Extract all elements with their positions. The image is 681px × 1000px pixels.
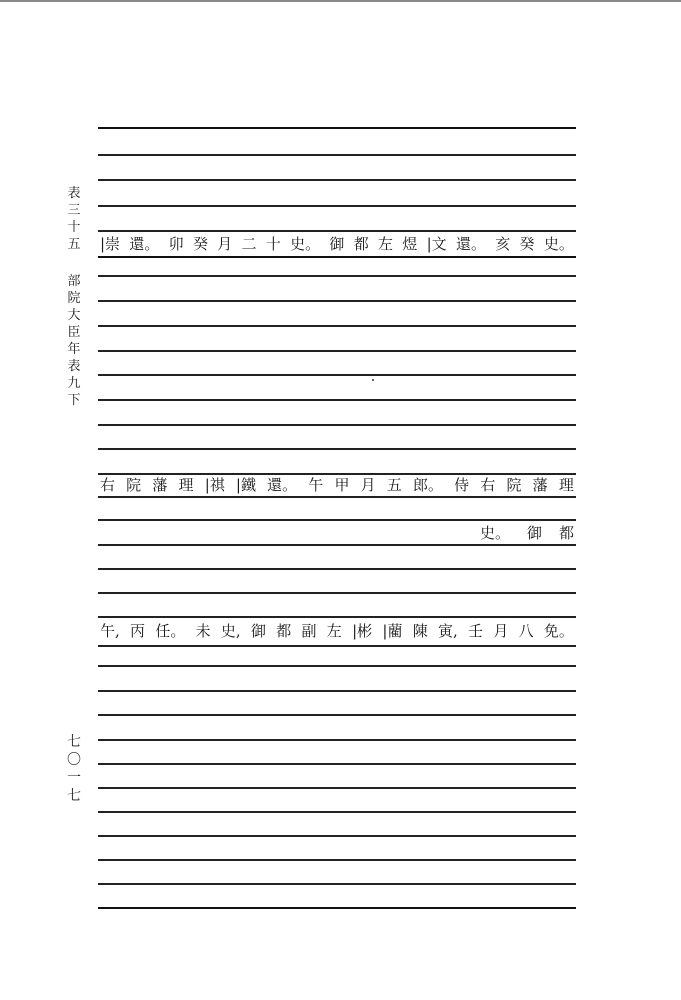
entry-char: 陳 (412, 622, 428, 640)
entry-char: 甲 (334, 476, 350, 494)
table-entry-row-2 (100, 474, 574, 496)
title-char: 年 (67, 342, 81, 357)
entry-char: 侍 (454, 476, 470, 494)
entry-char: 還。 (267, 476, 298, 494)
entry-char: 寅, (438, 622, 458, 640)
title-char: 三 (67, 203, 81, 218)
entry-char: 院 (126, 476, 142, 494)
table-rule (98, 665, 576, 667)
page-number-char: 〇 (67, 752, 81, 768)
page-number-char: 七 (67, 788, 81, 804)
entry-char: 還。 (455, 235, 486, 253)
entry-char: 藩 (152, 476, 168, 494)
entry-char: 免。 (543, 622, 574, 640)
entry-char: 煜 (402, 235, 418, 253)
entry-char: 史, (220, 622, 241, 640)
entry-char: 癸 (192, 235, 208, 253)
entry-char: 卯 (168, 235, 184, 253)
title-char: 表 (67, 359, 81, 374)
entry-char: |祺 (204, 476, 225, 494)
entry-char: 八 (518, 622, 534, 640)
entry-char: 理 (178, 476, 194, 494)
entry-char: 左 (378, 235, 394, 253)
table-rule (98, 835, 576, 837)
entry-char: 史。 (543, 235, 574, 253)
entry-char: 右 (100, 476, 116, 494)
entry-char: 左 (326, 622, 342, 640)
entry-char: 都 (276, 622, 292, 640)
page-number-char: 七 (67, 734, 81, 750)
entry-char: 月 (360, 476, 376, 494)
table-rule (98, 690, 576, 692)
entry-char: 副 (301, 622, 317, 640)
entry-char: 御 (526, 524, 542, 542)
table-rule (98, 568, 576, 570)
title-char: 十 (67, 220, 81, 235)
entry-char: |彬 (352, 622, 373, 640)
entry-char: 任。 (155, 622, 186, 640)
entry-char: 郎。 (412, 476, 443, 494)
title-char: 臣 (67, 325, 81, 340)
table-rule (98, 883, 576, 885)
title-char: 部 (67, 274, 81, 289)
table-rule (98, 424, 576, 426)
table-entry-row-1 (100, 233, 574, 255)
entry-char: 二 (241, 235, 257, 253)
entry-char: 史。 (290, 235, 321, 253)
table-rule (98, 592, 576, 594)
table-rule (98, 763, 576, 765)
table-rule (98, 859, 576, 861)
entry-char: |文 (426, 235, 447, 253)
top-border-line (0, 0, 681, 2)
table-rule (98, 300, 576, 302)
table-rule (98, 519, 576, 521)
page-number-char: 一 (67, 770, 81, 786)
entry-char: 午, (100, 622, 120, 640)
title-char: 五 (67, 237, 81, 252)
table-rule (98, 811, 576, 813)
entry-char: 癸 (519, 235, 535, 253)
table-rule (98, 448, 576, 450)
entry-char: 院 (506, 476, 522, 494)
entry-char: 十 (265, 235, 281, 253)
entry-char: 壬 (468, 622, 484, 640)
table-rule (98, 374, 576, 376)
table-rule (98, 739, 576, 741)
table-rule (98, 350, 576, 352)
table-entry-row-4 (100, 620, 574, 642)
entry-char: 月 (217, 235, 233, 253)
entry-char: 藩 (532, 476, 548, 494)
table-rule (98, 275, 576, 277)
table-rule (98, 544, 576, 546)
title-char: 大 (67, 308, 81, 323)
entry-char: 理 (558, 476, 574, 494)
side-running-title (64, 185, 84, 409)
entry-char: 午 (308, 476, 324, 494)
table-rule (98, 787, 576, 789)
title-char: 九 (67, 376, 81, 391)
table-rule (98, 179, 576, 181)
title-char: 下 (67, 393, 81, 408)
entry-char: 亥 (495, 235, 511, 253)
table-rule (98, 325, 576, 327)
table-rule (98, 154, 576, 156)
table-rule (98, 496, 576, 498)
entry-char: |鐵 (235, 476, 256, 494)
entry-char: 還。 (129, 235, 160, 253)
entry-char: |藺 (382, 622, 403, 640)
table-rule (98, 399, 576, 401)
table-rule (98, 230, 576, 232)
entry-char: 五 (386, 476, 402, 494)
entry-char: 右 (480, 476, 496, 494)
title-char: 院 (67, 291, 81, 306)
table-rule (98, 616, 576, 618)
entry-char: 未 (195, 622, 211, 640)
title-char: 表 (67, 186, 81, 201)
table-rule (98, 714, 576, 716)
table-rule (98, 127, 576, 129)
entry-char: |崇 (100, 235, 121, 253)
table-rule (98, 907, 576, 909)
entry-char: 都 (353, 235, 369, 253)
table-rule (98, 645, 576, 647)
entry-char: 御 (250, 622, 266, 640)
entry-char: 史。 (479, 524, 510, 542)
entry-char: 丙 (130, 622, 146, 640)
table-rule (98, 256, 576, 258)
ink-speck (372, 379, 374, 381)
table-rule (98, 205, 576, 207)
table-entry-row-3 (100, 522, 574, 544)
entry-char: 御 (329, 235, 345, 253)
page-number (64, 733, 84, 805)
entry-char: 都 (558, 524, 574, 542)
entry-char: 月 (493, 622, 509, 640)
